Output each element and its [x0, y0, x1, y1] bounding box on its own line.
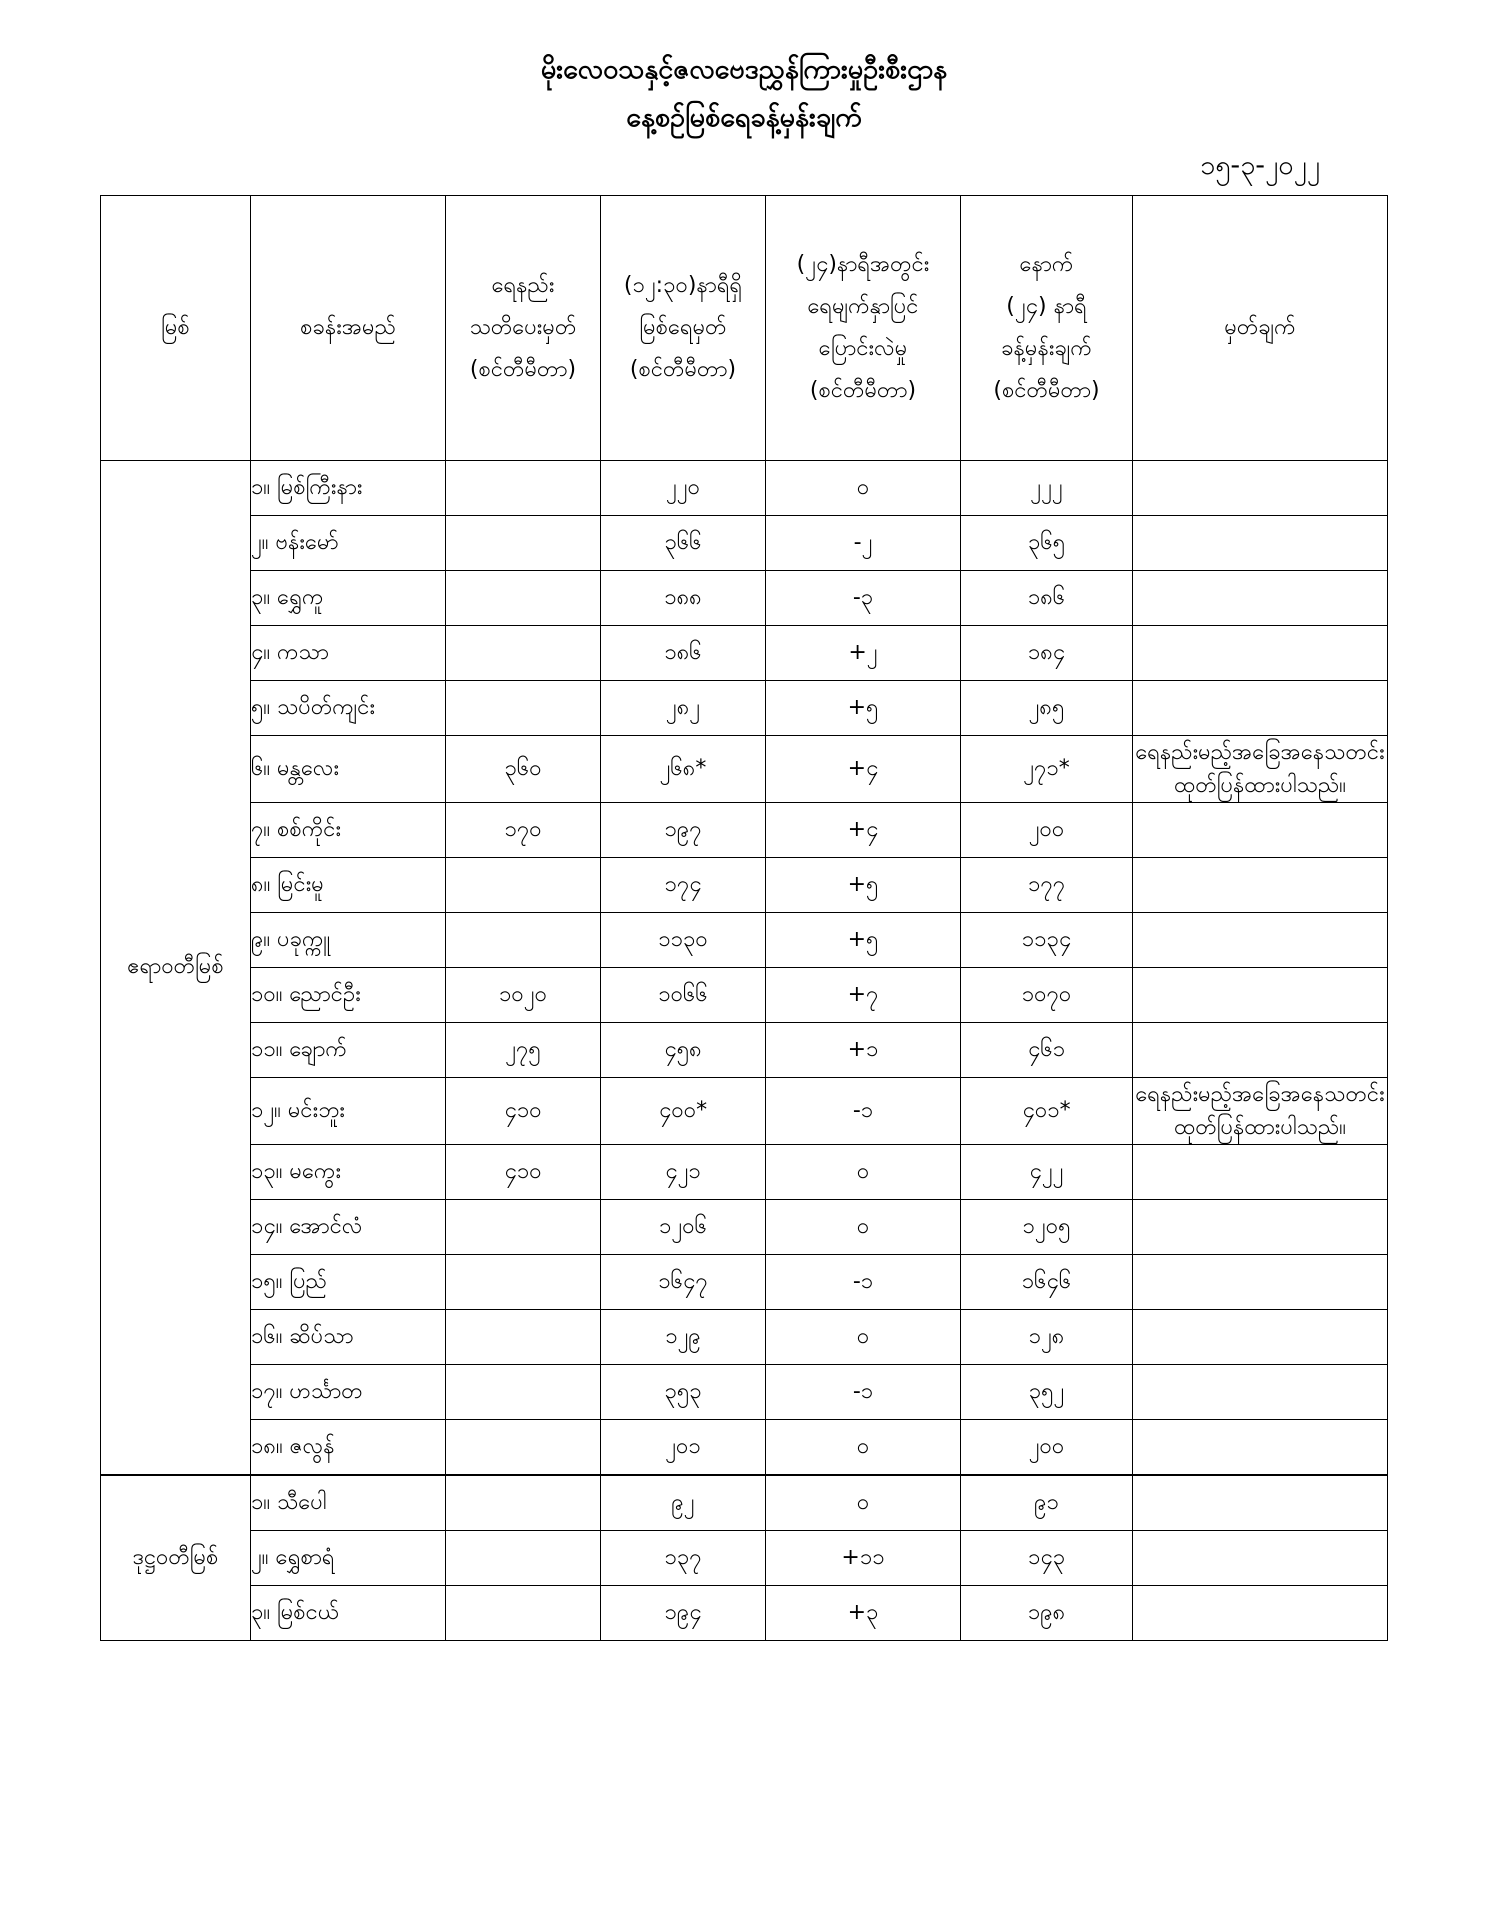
station-name-cell: ၁။ မြစ်ကြီးနား [251, 461, 446, 516]
table-row [101, 1078, 1388, 1145]
header-line: နောက် [1019, 252, 1074, 278]
table-row [101, 858, 1388, 913]
report-date: ၁၅-၃-၂၀၂၂ [1200, 150, 1321, 181]
current-level-cell: ၂၆၈* [601, 736, 766, 803]
forecast-cell: ၁၁၃၄ [961, 913, 1133, 968]
forecast-cell: ၁၀၇၀ [961, 968, 1133, 1023]
change-cell: -၃ [766, 571, 961, 626]
warning-level-cell [446, 516, 601, 571]
station-name-cell: ၃။ ရွှေကူ [251, 571, 446, 626]
header-line: (၂၄) နာရီ [1006, 294, 1087, 320]
forecast-cell: ၁၂၈ [961, 1310, 1133, 1365]
station-name-cell: ၁။ သီပေါ [251, 1475, 446, 1531]
remark-cell [1133, 1145, 1388, 1200]
change-cell: -၂ [766, 516, 961, 571]
remark-cell [1133, 461, 1388, 516]
change-cell: +၃ [766, 1586, 961, 1641]
station-name-cell: ၇။ စစ်ကိုင်း [251, 803, 446, 858]
station-name-cell: ၄။ ကသာ [251, 626, 446, 681]
forecast-cell: ၂၈၅ [961, 681, 1133, 736]
forecast-cell: ၁၆၄၆ [961, 1255, 1133, 1310]
warning-level-cell: ၁၀၂၀ [446, 968, 601, 1023]
station-name-cell: ၁၃။ မကွေး [251, 1145, 446, 1200]
remark-cell: ရေနည်းမည့်အခြေအနေသတင်း ထုတ်ပြန်ထားပါသည်။ [1133, 1078, 1388, 1145]
river-forecast-table [100, 195, 1388, 1641]
station-name-cell: ၁၈။ ဇလွန် [251, 1420, 446, 1476]
table-body [101, 461, 1388, 1641]
header-remarks [1133, 196, 1388, 461]
header-line: (စင်တီမီတာ) [469, 356, 577, 382]
header-warning-level [446, 196, 601, 461]
warning-level-cell [446, 1531, 601, 1586]
warning-level-cell [446, 913, 601, 968]
current-level-cell: ၃၆၆ [601, 516, 766, 571]
table-row [101, 461, 1388, 516]
station-name-cell: ၂။ ဗန်းမော် [251, 516, 446, 571]
current-level-cell: ၂၀၁ [601, 1420, 766, 1476]
station-name-cell: ၆။ မန္တလေး [251, 736, 446, 803]
remark-cell: ရေနည်းမည့်အခြေအနေသတင်း ထုတ်ပြန်ထားပါသည်။ [1133, 736, 1388, 803]
header-forecast [961, 196, 1133, 461]
station-name-cell: ၁၂။ မင်းဘူး [251, 1078, 446, 1145]
current-level-cell: ၁၆၄၇ [601, 1255, 766, 1310]
header-line: (စင်တီမီတာ) [809, 377, 917, 403]
change-cell: ၀ [766, 461, 961, 516]
forecast-cell: ၂၇၁* [961, 736, 1133, 803]
header-line: (စင်တီမီတာ) [629, 356, 737, 382]
current-level-cell: ၁၉၇ [601, 803, 766, 858]
change-cell: ၀ [766, 1475, 961, 1531]
remark-cell [1133, 1365, 1388, 1420]
warning-level-cell [446, 626, 601, 681]
header-river [101, 196, 251, 461]
warning-level-cell [446, 1475, 601, 1531]
warning-level-cell [446, 681, 601, 736]
warning-level-cell [446, 1420, 601, 1476]
table-row [101, 1531, 1388, 1586]
header-line: (၂၄)နာရီအတွင်း [796, 252, 930, 278]
remark-cell [1133, 516, 1388, 571]
station-name-cell: ၁၄။ အောင်လံ [251, 1200, 446, 1255]
header-line: စခန်းအမည် [300, 315, 396, 341]
table-row [101, 1023, 1388, 1078]
warning-level-cell [446, 1586, 601, 1641]
forecast-cell: ၁၈၆ [961, 571, 1133, 626]
warning-level-cell: ၄၁၀ [446, 1078, 601, 1145]
change-cell: -၁ [766, 1255, 961, 1310]
page-subtitle: နေ့စဉ်မြစ်ရေခန့်မှန်းချက် [626, 102, 862, 133]
table-row [101, 571, 1388, 626]
station-name-cell: ၁၅။ ပြည် [251, 1255, 446, 1310]
forecast-cell: ၄၀၁* [961, 1078, 1133, 1145]
river-name-cell: ဒုဋ္ဌဝတီမြစ် [101, 1475, 251, 1641]
current-level-cell: ၁၃၇ [601, 1531, 766, 1586]
forecast-cell: ၁၄၃ [961, 1531, 1133, 1586]
current-level-cell: ၁၂၀၆ [601, 1200, 766, 1255]
station-name-cell: ၉။ ပခုက္ကူ [251, 913, 446, 968]
change-cell: +၅ [766, 681, 961, 736]
current-level-cell: ၂၈၂ [601, 681, 766, 736]
remark-cell [1133, 1255, 1388, 1310]
change-cell: +၁၁ [766, 1531, 961, 1586]
warning-level-cell [446, 1365, 601, 1420]
warning-level-cell [446, 858, 601, 913]
table-row [101, 1420, 1388, 1476]
station-name-cell: ၁၆။ ဆိပ်သာ [251, 1310, 446, 1365]
header-24h-change [766, 196, 961, 461]
station-name-cell: ၂။ ရွှေစာရံ [251, 1531, 446, 1586]
change-cell: -၁ [766, 1365, 961, 1420]
table-row [101, 1200, 1388, 1255]
change-cell: +၇ [766, 968, 961, 1023]
change-cell: +၄ [766, 803, 961, 858]
remark-cell [1133, 1475, 1388, 1531]
forecast-cell: ၂၀၀ [961, 803, 1133, 858]
forecast-cell: ၄၆၁ [961, 1023, 1133, 1078]
header-line: ရေနည်း [491, 273, 555, 299]
change-cell: +၁ [766, 1023, 961, 1078]
forecast-cell: ၁၂၀၅ [961, 1200, 1133, 1255]
current-level-cell: ၁၈၆ [601, 626, 766, 681]
header-row [101, 196, 1388, 461]
current-level-cell: ၁၂၉ [601, 1310, 766, 1365]
table-row [101, 681, 1388, 736]
header-line: မြစ် [161, 315, 190, 341]
forecast-cell: ၁၈၄ [961, 626, 1133, 681]
table-row [101, 626, 1388, 681]
forecast-cell: ၃၅၂ [961, 1365, 1133, 1420]
station-name-cell: ၁၀။ ညောင်ဦး [251, 968, 446, 1023]
remark-cell [1133, 1200, 1388, 1255]
current-level-cell: ၁၇၄ [601, 858, 766, 913]
header-station [251, 196, 446, 461]
warning-level-cell [446, 1310, 601, 1365]
change-cell: +၂ [766, 626, 961, 681]
table-row [101, 968, 1388, 1023]
forecast-cell: ၁၉၈ [961, 1586, 1133, 1641]
header-line: မှတ်ချက် [1224, 315, 1296, 341]
remark-cell [1133, 1420, 1388, 1476]
header-line: ပြောင်းလဲမှု [818, 336, 908, 361]
remark-cell [1133, 1023, 1388, 1078]
current-level-cell: ၃၅၃ [601, 1365, 766, 1420]
warning-level-cell: ၁၇၀ [446, 803, 601, 858]
forecast-cell: ၁၇၇ [961, 858, 1133, 913]
change-cell: ၀ [766, 1145, 961, 1200]
change-cell: ၀ [766, 1310, 961, 1365]
current-level-cell: ၄၅၈ [601, 1023, 766, 1078]
forecast-cell: ၂၀၀ [961, 1420, 1133, 1476]
header-line: (စင်တီမီတာ) [993, 377, 1100, 403]
remark-cell [1133, 681, 1388, 736]
station-name-cell: ၃။ မြစ်ငယ် [251, 1586, 446, 1641]
table-row [101, 1365, 1388, 1420]
header-line: ရေမျက်နှာပြင် [807, 294, 919, 320]
forecast-cell: ၃၆၅ [961, 516, 1133, 571]
current-level-cell: ၄၂၁ [601, 1145, 766, 1200]
warning-level-cell [446, 571, 601, 626]
station-name-cell: ၁၇။ ဟင်္သာတ [251, 1365, 446, 1420]
station-name-cell: ၅။ သပိတ်ကျင်း [251, 681, 446, 736]
remark-cell [1133, 913, 1388, 968]
station-name-cell: ၈။ မြင်းမူ [251, 858, 446, 913]
table-row [101, 736, 1388, 803]
remark-cell [1133, 1586, 1388, 1641]
remark-cell [1133, 968, 1388, 1023]
table-row [101, 1310, 1388, 1365]
change-cell: +၄ [766, 736, 961, 803]
warning-level-cell: ၄၁၀ [446, 1145, 601, 1200]
remark-cell [1133, 803, 1388, 858]
current-level-cell: ၂၂၀ [601, 461, 766, 516]
remark-cell [1133, 1531, 1388, 1586]
header-line: မြစ်ရေမှတ် [639, 315, 727, 341]
warning-level-cell: ၃၆၀ [446, 736, 601, 803]
change-cell: ၀ [766, 1200, 961, 1255]
change-cell: ၀ [766, 1420, 961, 1476]
warning-level-cell: ၂၇၅ [446, 1023, 601, 1078]
warning-level-cell [446, 461, 601, 516]
current-level-cell: ၁၉၄ [601, 1586, 766, 1641]
warning-level-cell [446, 1200, 601, 1255]
header-line: ခန့်မှန်းချက် [1001, 336, 1092, 361]
warning-level-cell [446, 1255, 601, 1310]
table-header [101, 196, 1388, 461]
forecast-cell: ၄၂၂ [961, 1145, 1133, 1200]
current-level-cell: ၄၀၀* [601, 1078, 766, 1145]
forecast-cell: ၂၂၂ [961, 461, 1133, 516]
current-level-cell: ၁၁၃၀ [601, 913, 766, 968]
page-title: မိုးလေဝသနှင့်ဇလဗေဒညွှန်ကြားမှုဦးစီးဌာန [540, 54, 948, 85]
river-name-cell: ဧရာဝတီမြစ် [101, 461, 251, 1476]
remark-cell [1133, 626, 1388, 681]
header-current-level [601, 196, 766, 461]
change-cell: +၅ [766, 913, 961, 968]
current-level-cell: ၁၈၈ [601, 571, 766, 626]
table-row [101, 1145, 1388, 1200]
table-row [101, 1586, 1388, 1641]
current-level-cell: ၁၀၆၆ [601, 968, 766, 1023]
table-row [101, 803, 1388, 858]
header-line: သတိပေးမှတ် [469, 315, 577, 341]
current-level-cell: ၉၂ [601, 1475, 766, 1531]
table-row [101, 1475, 1388, 1531]
station-name-cell: ၁၁။ ချောက် [251, 1023, 446, 1078]
remark-cell [1133, 571, 1388, 626]
forecast-cell: ၉၁ [961, 1475, 1133, 1531]
remark-cell [1133, 1310, 1388, 1365]
change-cell: -၁ [766, 1078, 961, 1145]
remark-cell [1133, 858, 1388, 913]
table-row [101, 1255, 1388, 1310]
table-row [101, 913, 1388, 968]
change-cell: +၅ [766, 858, 961, 913]
header-line: (၁၂:၃၀)နာရီရှိ [623, 273, 743, 299]
table-row [101, 516, 1388, 571]
